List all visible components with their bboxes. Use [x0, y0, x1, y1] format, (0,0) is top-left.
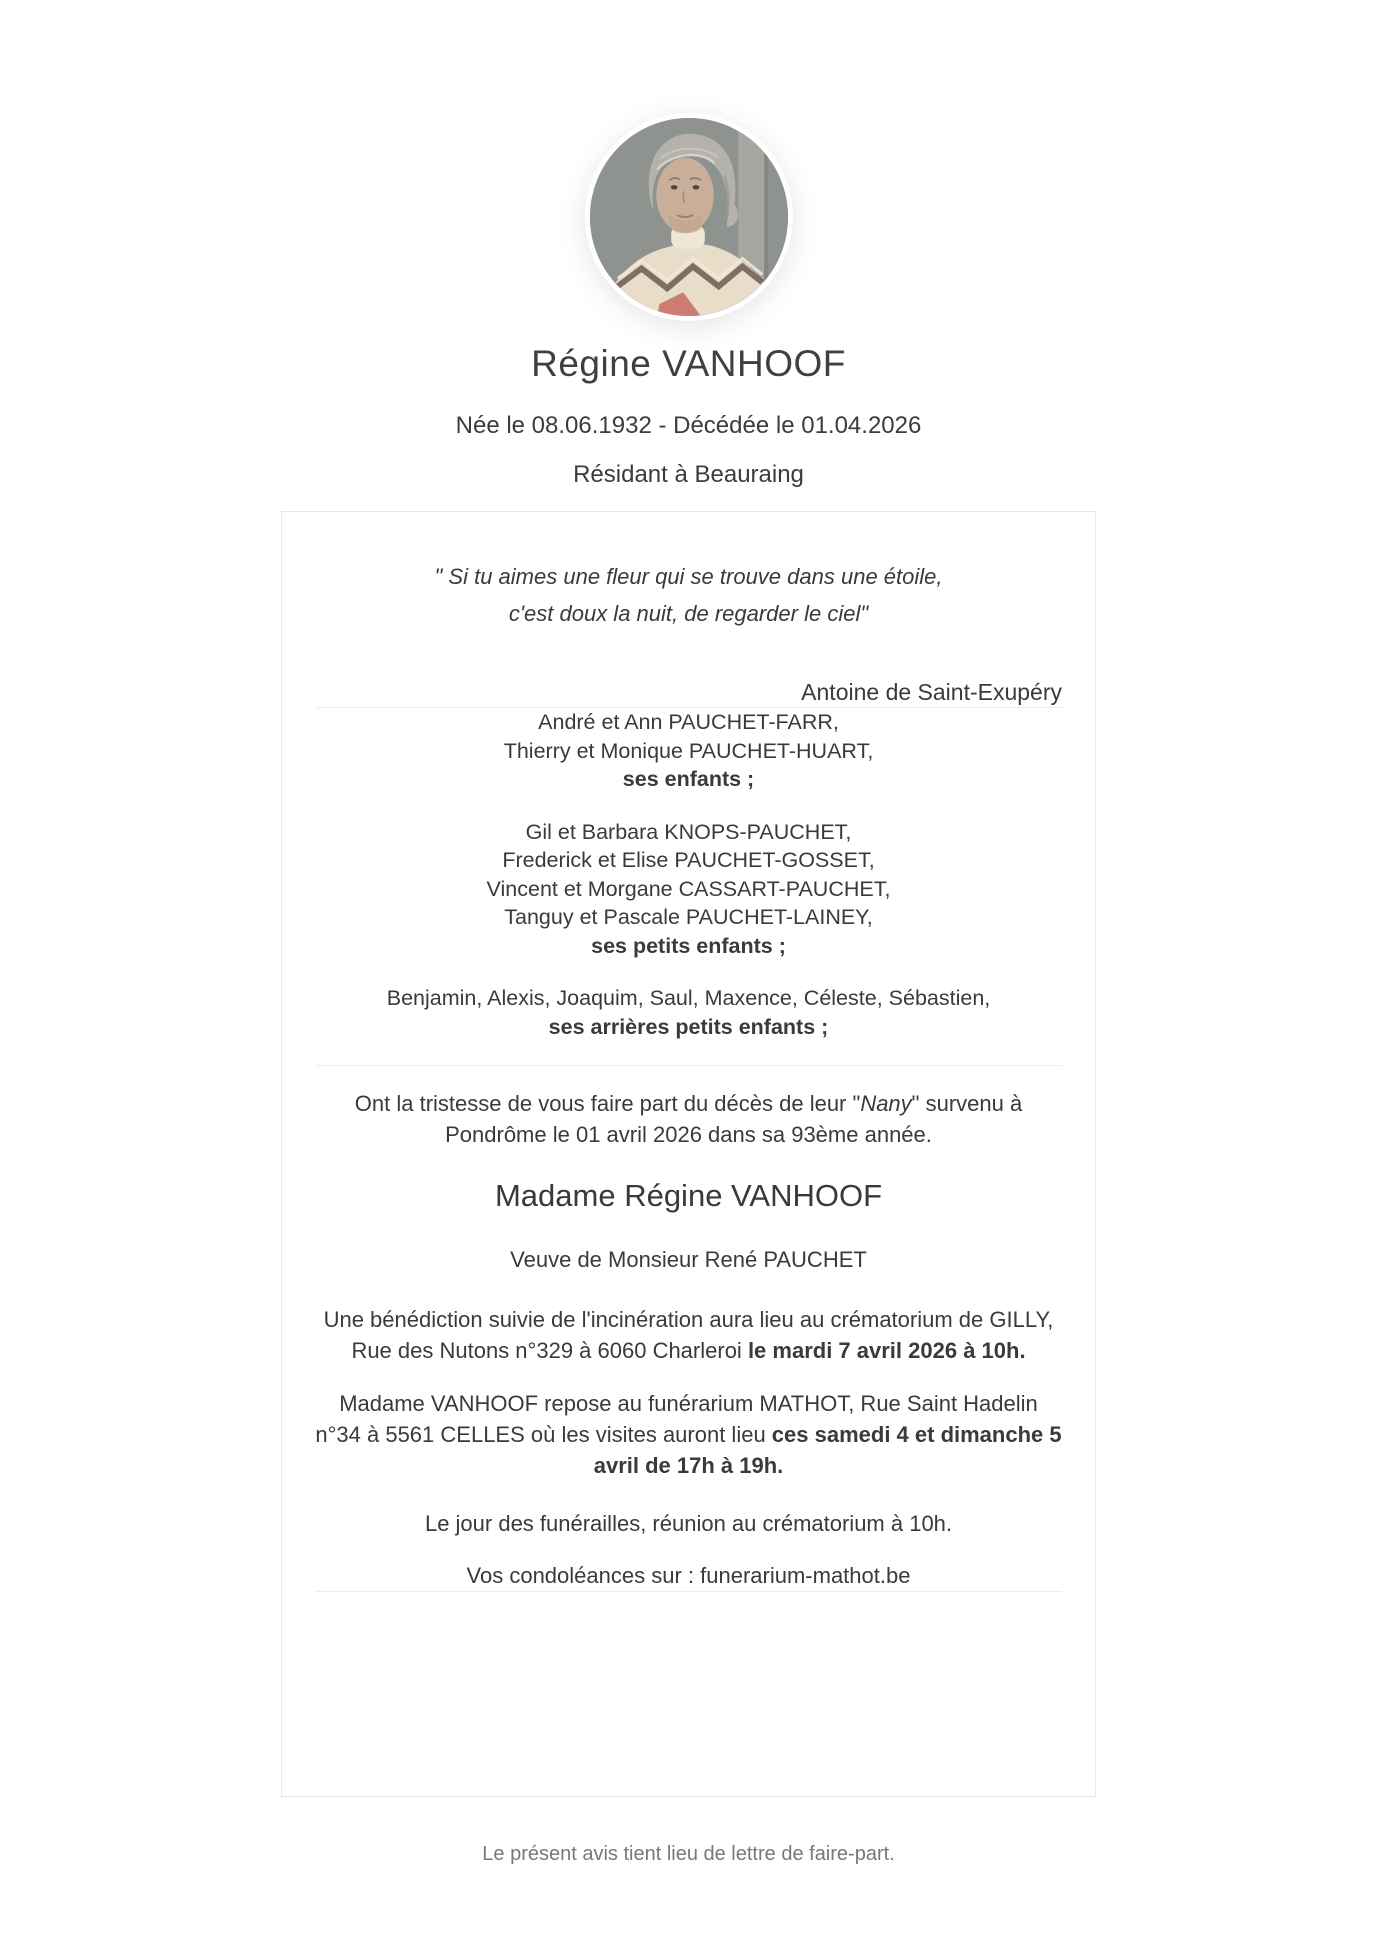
funeral-day-line: Le jour des funérailles, réunion au crématorium à 10h.	[424, 1511, 953, 1536]
ceremony-text: Une bénédiction suivie de l'incinération aura lieu au crématorium de GILLY, Rue des Nutons n°329 à 6060 Charleroi	[323, 1307, 1054, 1363]
quote-author: Antoine de Saint-Exupéry	[801, 679, 1062, 705]
portrait-photo-illustration	[590, 118, 788, 316]
memorial-quote	[315, 558, 1062, 632]
grandchildren-group	[315, 818, 1062, 961]
family-line: Frederick et Elise PAUCHET-GOSSET,	[502, 848, 875, 872]
portrait-photo-wrapper	[0, 0, 1377, 316]
quote-line-1: " Si tu aimes une fleur qui se trouve dans une étoile,	[434, 564, 943, 589]
death-announcement	[315, 1088, 1062, 1150]
nickname: Nany	[860, 1091, 912, 1116]
residence-line: Résidant à Beauraing	[573, 461, 804, 488]
deceased-full-title: Madame Régine VANHOOF	[494, 1178, 883, 1213]
visits-text: Madame VANHOOF repose au funérarium MATHOT, Rue Saint Hadelin n°34 à 5561 CELLES où les visites auront lieu	[315, 1391, 1038, 1447]
great-grandchildren-label: ses arrières petits enfants ;	[548, 1014, 829, 1039]
footer-notice: Le présent avis tient lieu de lettre de faire-part.	[482, 1843, 895, 1865]
widow-line: Veuve de Monsieur René PAUCHET	[510, 1247, 867, 1272]
children-group	[315, 708, 1062, 794]
ceremony-paragraph	[315, 1304, 1062, 1366]
condolences-site: funerarium-mathot.be	[700, 1563, 911, 1588]
announcement-card	[281, 511, 1096, 1797]
children-label: ses enfants ;	[622, 767, 755, 791]
announcement-part-2: " survenu à Pondrôme le 01 avril 2026 dans sa 93ème année.	[445, 1091, 1023, 1147]
condolences-line	[315, 1561, 1062, 1591]
family-line: Gil et Barbara KNOPS-PAUCHET,	[525, 819, 852, 844]
deceased-name-title: Régine VANHOOF	[531, 343, 846, 384]
great-grandchildren-group	[315, 984, 1062, 1041]
family-line: Tanguy et Pascale PAUCHET-LAINEY,	[504, 905, 873, 929]
family-line: André et Ann PAUCHET-FARR,	[538, 710, 839, 734]
condolences-label: Vos condoléances sur :	[466, 1563, 695, 1588]
family-line: Thierry et Monique PAUCHET-HUART,	[503, 738, 874, 763]
birth-death-dates: Née le 08.06.1932 - Décédée le 01.04.2026	[455, 412, 922, 439]
visits-paragraph	[315, 1388, 1062, 1481]
grandchildren-label: ses petits enfants ;	[591, 933, 786, 958]
portrait-photo	[590, 118, 788, 316]
divider	[315, 1065, 1062, 1066]
family-line: Vincent et Morgane CASSART-PAUCHET,	[486, 876, 891, 901]
family-line: Benjamin, Alexis, Joaquim, Saul, Maxence, Céleste, Sébastien,	[386, 986, 991, 1010]
announcement-part-1: Ont la tristesse de vous faire part du décès de leur "	[354, 1091, 861, 1116]
visits-dates-bold: ces samedi 4 et dimanche 5 avril de 17h à 19h.	[593, 1422, 1062, 1478]
quote-line-2: c'est doux la nuit, de regarder le ciel"	[508, 601, 869, 626]
ceremony-date-bold: le mardi 7 avril 2026 à 10h.	[747, 1338, 1026, 1363]
divider	[315, 1591, 1062, 1592]
